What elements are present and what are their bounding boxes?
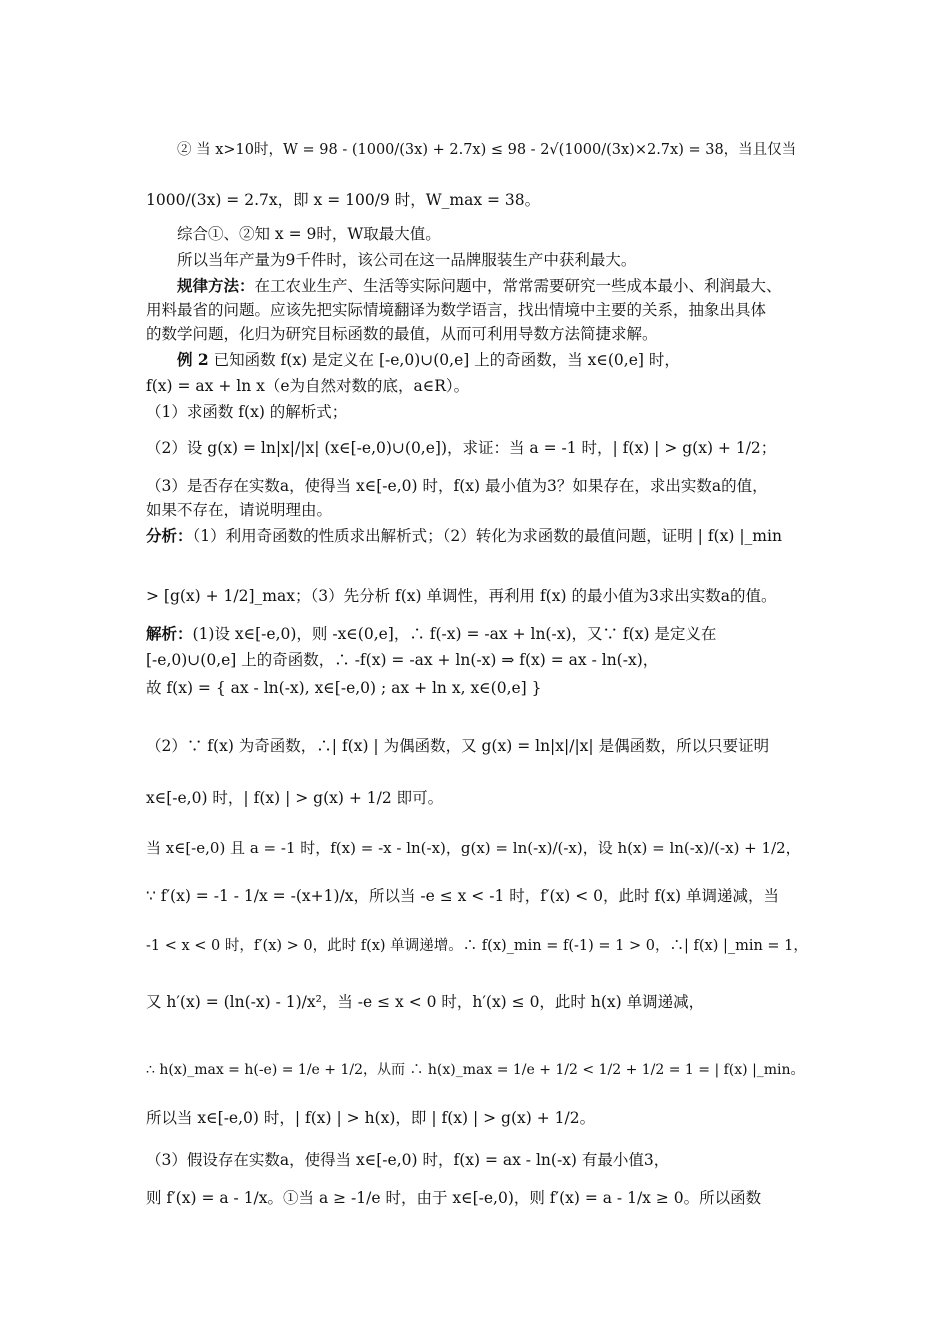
line-text: （2）设 g(x) = ln|x|/|x| (x∈[-e,0)∪(0,e])，求证：当 a = -1 时，| f(x) | > g(x) + 1/2； bbox=[146, 439, 777, 457]
line-text: > [g(x) + 1/2]_max；（3）先分析 f(x) 单调性，再利用 f(x) 的最小值为3求出实数a的值。 bbox=[146, 587, 777, 605]
text-line bbox=[146, 374, 810, 398]
text-line bbox=[177, 138, 810, 162]
text-line bbox=[177, 348, 810, 372]
line-text: （3）假设存在实数a，使得当 x∈[-e,0) 时，f(x) = ax - ln(-x) 有最小值3， bbox=[146, 1151, 670, 1169]
line-text: （1）求函数 f(x) 的解析式； bbox=[146, 403, 348, 421]
bold-label: 分析： bbox=[146, 526, 193, 545]
text-line bbox=[146, 1148, 810, 1172]
text-line bbox=[146, 298, 810, 322]
bold-label: 例 2 bbox=[177, 350, 209, 369]
line-text: ∵ f′(x) = -1 - 1/x = -(x+1)/x，所以当 -e ≤ x < -1 时，f′(x) < 0，此时 f(x) 单调递减，当 bbox=[146, 887, 779, 905]
line-text: 已知函数 f(x) 是定义在 [-e,0)∪(0,e] 上的奇函数，当 x∈(0,e] 时， bbox=[208, 351, 680, 369]
line-text: 用料最省的问题。应该先把实际情境翻译为数学语言，找出情境中主要的关系，抽象出具体 bbox=[146, 301, 767, 319]
line-text: [-e,0)∪(0,e] 上的奇函数，∴ -f(x) = -ax + ln(-x) ⇒ f(x) = ax - ln(-x)， bbox=[146, 651, 659, 669]
line-text: ∴ h(x)_max = h(-e) = 1/e + 1/2，从而 ∴ h(x)_max = 1/e + 1/2 < 1/2 + 1/2 = 1 = | f(x) |_min。 bbox=[146, 1062, 805, 1078]
text-line bbox=[177, 248, 810, 272]
text-line bbox=[146, 400, 810, 424]
line-text: 故 f(x) = { ax - ln(-x), x∈[-e,0) ; ax + ln x, x∈(0,e] } bbox=[146, 679, 542, 697]
line-text: 的数学问题，化归为研究目标函数的最值，从而可利用导数方法简捷求解。 bbox=[146, 325, 658, 343]
line-text: （3）是否存在实数a，使得当 x∈[-e,0) 时，f(x) 最小值为3？如果存在，求出实数a的值， bbox=[146, 477, 768, 495]
text-line bbox=[177, 274, 810, 298]
bold-label: 解析： bbox=[146, 624, 193, 643]
line-text: -1 < x < 0 时，f′(x) > 0，此时 f(x) 单调递增。∴ f(x)_min = f(-1) = 1 > 0，∴| f(x) |_min = 1， bbox=[146, 938, 808, 954]
line-text: 所以当 x∈[-e,0) 时，| f(x) | > h(x)，即 | f(x) | > g(x) + 1/2。 bbox=[146, 1109, 596, 1127]
text-line bbox=[146, 436, 810, 460]
text-line bbox=[146, 622, 810, 646]
line-text: ② 当 x>10时，W = 98 - (1000/(3x) + 2.7x) ≤ 98 - 2√(1000/(3x)×2.7x) = 38，当且仅当 bbox=[177, 142, 797, 158]
text-line bbox=[146, 676, 810, 700]
text-line bbox=[146, 498, 810, 522]
line-text: 综合①、②知 x = 9时，W取最大值。 bbox=[177, 225, 441, 243]
text-line bbox=[146, 584, 810, 608]
text-line bbox=[146, 836, 810, 860]
text-line bbox=[177, 222, 810, 246]
text-line bbox=[146, 188, 810, 212]
line-text: 如果不存在，请说明理由。 bbox=[146, 501, 333, 519]
text-line bbox=[146, 786, 810, 810]
line-text: 在工农业生产、生活等实际问题中，常常需要研究一些成本最小、利润最大、 bbox=[254, 277, 782, 295]
text-line bbox=[146, 524, 810, 548]
text-line bbox=[146, 884, 810, 908]
line-text: (1)设 x∈[-e,0)，则 -x∈(0,e]，∴ f(-x) = -ax + ln(-x)，又∵ f(x) 是定义在 bbox=[192, 625, 717, 643]
line-text: 又 h′(x) = (ln(-x) - 1)/x²，当 -e ≤ x < 0 时，h′(x) ≤ 0，此时 h(x) 单调递减， bbox=[146, 993, 705, 1011]
line-text: 则 f′(x) = a - 1/x。①当 a ≥ -1/e 时，由于 x∈[-e,0)，则 f′(x) = a - 1/x ≥ 0。所以函数 bbox=[146, 1189, 762, 1207]
line-text: 当 x∈[-e,0) 且 a = -1 时，f(x) = -x - ln(-x)，g(x) = ln(-x)/(-x)，设 h(x) = ln(-x)/(-x) + 1/2， bbox=[146, 839, 801, 857]
text-line bbox=[146, 1186, 810, 1210]
text-line bbox=[146, 990, 810, 1014]
text-line bbox=[146, 322, 810, 346]
text-line bbox=[146, 1106, 810, 1130]
line-text: 1000/(3x) = 2.7x，即 x = 100/9 时，W_max = 38。 bbox=[146, 191, 541, 209]
text-line bbox=[146, 648, 810, 672]
text-line bbox=[146, 934, 810, 958]
bold-label: 规律方法： bbox=[177, 276, 255, 295]
text-line bbox=[146, 1058, 810, 1082]
line-text: （1）利用奇函数的性质求出解析式；（2）转化为求函数的最值问题，证明 | f(x) |_min bbox=[192, 527, 782, 545]
line-text: x∈[-e,0) 时，| f(x) | > g(x) + 1/2 即可。 bbox=[146, 789, 444, 807]
text-line bbox=[146, 734, 810, 758]
text-line bbox=[146, 474, 810, 498]
line-text: （2）∵ f(x) 为奇函数，∴| f(x) | 为偶函数，又 g(x) = ln|x|/|x| 是偶函数，所以只要证明 bbox=[146, 737, 770, 755]
line-text: f(x) = ax + ln x（e为自然对数的底，a∈R）。 bbox=[146, 377, 470, 395]
line-text: 所以当年产量为9千件时，该公司在这一品牌服装生产中获利最大。 bbox=[177, 251, 637, 269]
